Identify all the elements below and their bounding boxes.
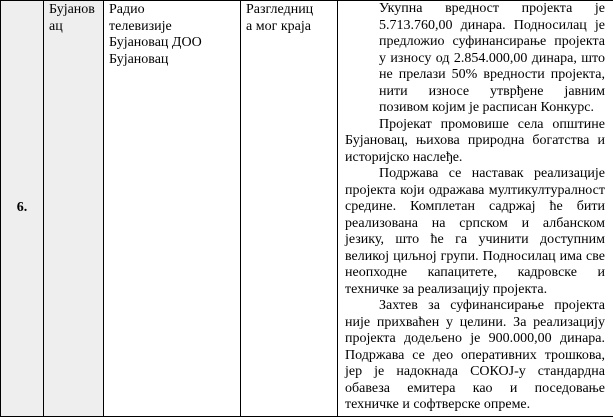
explanation-paragraph-4: Захтев за суфинансирање пројекта није прихваћен у целини. За реализацију пројекта додељено је 900.000,00 динара. Подржава се део оперативних трошкова, јер је надокнада СОКОЈ-у стандардна обавеза емитера као и поседовање техничке и софтверске опреме. xyxy=(345,298,605,414)
project-name: Разгледниц а мог краја xyxy=(246,2,335,35)
explanation-cell xyxy=(338,1,613,417)
media-outlet-name: Радио телевизије Бујановац ДОО Бујановац xyxy=(109,2,238,68)
project-name-cell xyxy=(241,1,338,417)
applicant-name: Бујанов ац xyxy=(49,2,101,35)
row-number: 6. xyxy=(17,200,28,215)
media-outlet-cell xyxy=(104,1,241,417)
applicant-cell xyxy=(44,1,104,417)
explanation-paragraph-3: Подржава се наставак реализације пројекта који одражава мултикултуралност средине. Комплетан садржај ће бити реализована на српском и албанском језику, што ће га учинити доступним великој циљној групи. Подносилац има све неопходне капацитете, кадровске и техничке за реализацију пројекта. xyxy=(345,166,605,298)
row-number-cell xyxy=(1,1,44,417)
table-row xyxy=(1,1,613,417)
explanation-paragraph-1: Укупна вредност пројекта је 5.713.760,00 динара. Подносилац је предложио суфинансирање пројекта у износу од 2.854.000,00 динара, што не прелази 50% вредности пројекта, нити износе утврђене јавним позивом којим је расписан Конкурс. xyxy=(345,1,605,117)
explanation-paragraph-2: Пројекат промовише села општине Бујановац, њихова природна богатства и историјско наслеђе. xyxy=(345,117,605,167)
